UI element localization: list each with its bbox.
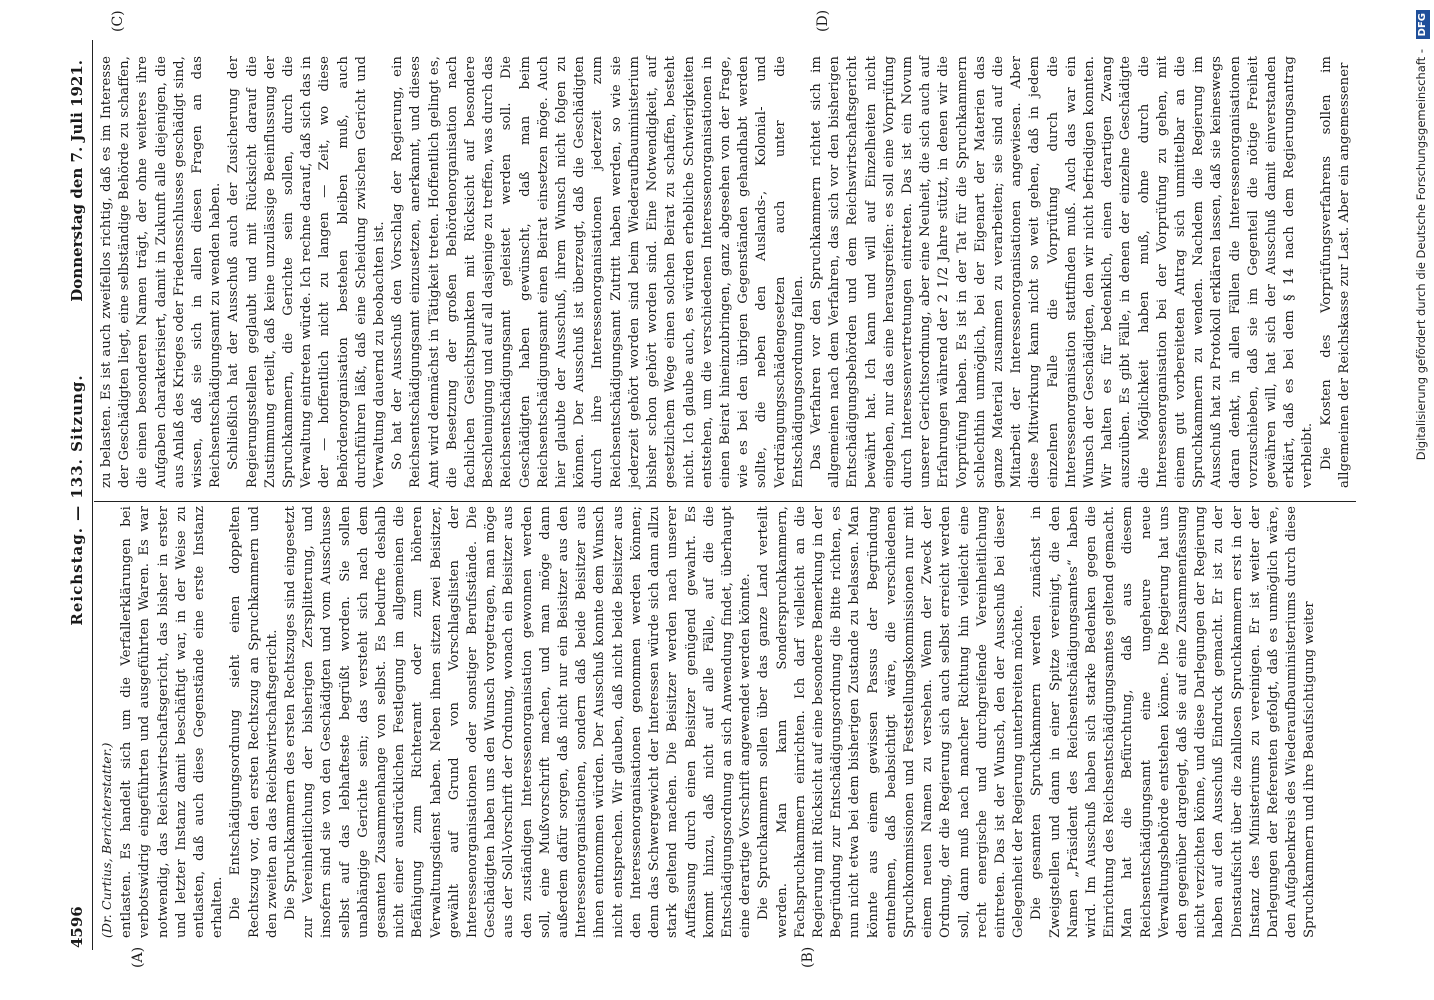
margin-marker-b: (B) (800, 946, 816, 968)
dfg-logo: DFG (1416, 10, 1430, 39)
credit-text: Digitalisierung gefördert durch die Deutsche Forschungsgemeinschaft - (1414, 49, 1428, 461)
paragraph: Die Spruchkammern des ersten Rechtszuges sind eingesetzt zur Vereinheitlichung der bisherigen Zersplitterung, und insofern sind sie von den Geschädigten und vom Ausschusse selbst auf das lebhafteste begrüßt worden. Sie sollen unabhängige Gerichte sein; das versteht sich nach dem gesamten Zusammenhange von selbst. Es bedurfte deshalb nicht einer ausdrücklichen Festlegung im allgemeinen die Befähigung zum Richteramt oder zum höheren Verwaltungsdienst haben. Neben ihnen sitzen zwei Beisitzer, gewählt auf Grund von Vorschlagslisten der Interessenorganisationen oder sonstiger Berufsstände. Die Geschädigten haben uns den Wunsch vorgetragen, man möge aus der Soll-Vorschrift der Ordnung, wonach ein Beisitzer aus den zuständigen Interessenorganisation gewonnen werden soll, eine Mußvorschrift machen, und man möge dann außerdem dafür sorgen, daß nicht nur ein Beisitzer aus den Interessenorganisationen, sondern daß beide Beisitzer aus ihnen entnommen würden. Der Ausschuß konnte dem Wunsch nicht entsprechen. Wir glauben, daß nicht beide Beisitzer aus den Interessenorganisationen genommen werden können; denn das Schwergewicht der Interessen würde sich dann allzu stark geltend machen. Die Beisitzer werden nach unserer Auffassung durch einen Beisitzer genügend gewahrt. Es kommt hinzu, daß nicht auf alle Fälle, auf die die Entschädigungsordnung an sich Anwendung findet, überhaupt eine derartige Vorschrift angewendet werden könnte. (283, 506, 754, 938)
left-column (98, 506, 1320, 938)
paragraph: Die gesamten Spruchkammern werden zunächst in Zweigstellen und dann in einer Spitze vereinigt, die den Namen „Präsident des Reichsentschädigungsamtes“ haben wird. Im Ausschuß haben sich starke Bedenken gegen die Einrichtung des Reichsentschädigungsamtes geltend gemacht. Man hat die Befürchtung, daß aus diesem Reichsentschädigungsamt eine ungeheure neue Verwaltungsbehörde entstehen könne. Die Regierung hat uns den gegenüber dargelegt, daß sie auf eine Zusammenfassung nicht verzichten könne, und diese Darlegungen der Regierung haben auf den Ausschuß Eindruck gemacht. Er ist zu der Dienstaufsicht über die zahllosen Spruchkammern erst in der Instanz des Ministeriums zu vereinigen. Er ist weiter der Darlegungen der Referenten gefolgt, daß es unmöglich wäre, den Aufgabenkreis des Wiederaufbauministeriums durch diese Spruchkammern und ihre Beaufsichtigung weiter (1029, 506, 1318, 938)
paragraph: Schließlich hat der Ausschuß auch der Zusicherung der Regierungsstellen geglaubt und mit Rücksicht darauf die Zustimmung erteilt, daß keine unzulässige Beeinflussung der Spruchkammern, die Gerichte sein sollen, durch die Verwaltung eintreten würde. Ich rechne darauf, daß sich das in der — hoffentlich nicht zu langen — Zeit, wo diese Behördenorganisation bestehen bleiben muß, auch durchführen läßt, daß eine Scheidung zwischen Gericht und Verwaltung dauernd zu beobachten ist. (226, 56, 388, 488)
paragraph: entlasten. Es handelt sich um die Verfallerklärungen bei verbotswidrig eingeführten und ausgeführten Waren. Es war notwendig, das Reichswirtschaftsgericht, das bisher in erster und letzter Instanz damit beschäftigt war, in der Weise zu entlasten, daß auch diese Gegenstände eine erste Instanz erhalten. (119, 506, 226, 938)
margin-marker-a: (A) (130, 946, 146, 968)
paragraph: So hat der Ausschuß den Vorschlag der Regierung, ein Reichsentschädigungsamt einzusetzen, anerkannt, und dieses Amt wird demnächst in Tätigkeit treten. Hoffentlich gelingt es, die Besetzung der großen Behördenorganisation nach fachlichen Gesichtspunkten mit Rücksicht auf besondere Beschleunigung und auf all dasjenige zu treffen, was durch das Reichsentschädigungsamt geleistet werden soll. Die Geschädigten haben gewünscht, daß man beim Reichsentschädigungsamt einen Beirat einsetzen möge. Auch hier glaubte der Ausschuß, ihrem Wunsch nicht folgen zu können. Der Ausschuß ist überzeugt, daß die Geschädigten durch ihre Interessenorganisationen jederzeit zum Reichsentschädigungsamt Zutritt haben werden, so wie sie jederzeit gehört worden sind beim Wiederaufbauministerium bisher schon gehört worden sind. Eine Notwendigkeit, auf gesetzlichem Wege einen solchen Beirat zu schaffen, besteht nicht. Ich glaube auch, es würden erhebliche Schwierigkeiten entstehen, um die verschiedenen Interessenorganisationen in einen Beirat hineinzubringen, ganz abgesehen von der Frage, wie es bei den übrigen Gegenständen gehandhabt werden sollte, die neben den Auslands-, Kolonial- und Verdrängungsschädengesetzen auch unter die Entschädigungsordnung fallen. (390, 56, 806, 488)
paragraph: Das Verfahren vor den Spruchkammern richtet sich im allgemeinen nach dem Verfahren, das sich vor den bisherigen Entschädigungsbehörden und dem Reichswirtschaftsgericht bewährt hat. Ich kann und will auf Einzelheiten nicht eingehen, nur das eine herausgreifen: es soll eine Vorprüfung durch Interessenvertretungen eintreten. Das ist ein Novum unserer Gerichtsordnung, aber eine Neuheit, die sich auch auf Erfahrungen während der 2 1/2 Jahre stützt, in denen wir die Vorprüfung haben. Es ist in der Tat für die Spruchkammern schlechthin unmöglich, bei der Eigenart der Materien das ganze Material zusammen zu verarbeiten; sie sind auf die Mitarbeit der Interessenorganisationen angewiesen. Aber diese Mitwirkung kann nicht so weit gehen, daß in jedem einzelnen Falle die Vorprüfung durch die Interessenorganisation stattfinden muß. Auch das war ein Wunsch der Geschädigten, den wir nicht befriedigen konnten. Wir halten es für bedenklich, einen derartigen Zwang auszuüben. Es gibt Fälle, in denen der einzelne Geschädigte die Möglichkeit haben muß, ohne durch die Interessenorganisation bei der Vorprüfung zu gehen, mit einem gut vorbereiteten Antrag sich unmittelbar an die Spruchkammern zu wenden. Nachdem die Regierung im Ausschuß hat zu Protokoll erklären lassen, daß sie keineswegs daran denkt, in allen Fällen die Interessenorganisationen vorzuschieben, daß sie im Gegenteil die nötige Freiheit gewähren will, hat sich der Ausschuß damit einverstanden erklärt, daß es bei dem § 14 nach dem Regierungsantrag verbleibt. (808, 56, 1316, 488)
page-number: 4596 (68, 906, 86, 948)
paragraph: Die Entschädigungsordnung sieht einen doppelten Rechtszug vor, den ersten Rechtszug an Spruchkammern und den zweiten an das Reichswirtschaftsgericht. (228, 506, 280, 938)
paragraph: Die Kosten des Vorprüfungsverfahrens sollen im allgemeinen der Reichskasse zur Last. Aber ein angemessener (1318, 56, 1352, 488)
paragraph: zu belasten. Es ist auch zweifellos richtig, daß es im Interesse der Geschädigten liegt, eine selbständige Behörde zu schaffen, die einen besonderen Namen trägt, der ohne weiteres ihre Aufgaben charakterisiert, damit in Zukunft alle diejenigen, die aus Anlaß des Krieges oder Friedensschlusses geschädigt sind, wissen, daß sie sich in allen diesen Fragen an das Reichsentschädigungsamt zu wenden haben. (99, 56, 224, 488)
column-divider (94, 501, 1356, 502)
margin-marker-d: (D) (815, 9, 831, 32)
digitization-credit (1408, 0, 1434, 1000)
page-header (68, 40, 90, 960)
header-rule (92, 40, 93, 950)
page-date: Donnerstag den 7. Juli 1921. (68, 60, 86, 302)
page-title: Reichstag. — 133. Sitzung. (68, 374, 86, 626)
right-column (98, 56, 1354, 488)
margin-marker-c: (C) (110, 10, 126, 32)
speaker-note: (Dr. Curtius, Berichterstatter.) (99, 742, 114, 938)
paragraph: Die Spruchkammern sollen über das ganze Land verteilt werden. Man kann Sonderspruchkammern, Fachspruchkammern einrichten. Ich darf vielleicht an die Regierung mit Rücksicht auf eine besondere Bemerkung in der Begründung zur Entschädigungsordnung die Bitte richten, es nun nicht etwa bei dem bisherigen Zustande zu belassen. Man könnte aus einem gewissen Passus der Begründung entnehmen, daß beabsichtigt wäre, die verschiedenen Spruchkommissionen und Feststellungskommissionen nur mit einem neuen Namen zu versehen. Wenn der Zweck der Ordnung, der die Regierung sich auch selbst erreicht werden soll, dann muß nach mancher Richtung hin vielleicht eine recht energische und durchgreifende Vereinheitlichung eintreten. Das ist der Wunsch, den der Ausschuß bei dieser Gelegenheit der Regierung unterbreiten möchte. (756, 506, 1027, 938)
